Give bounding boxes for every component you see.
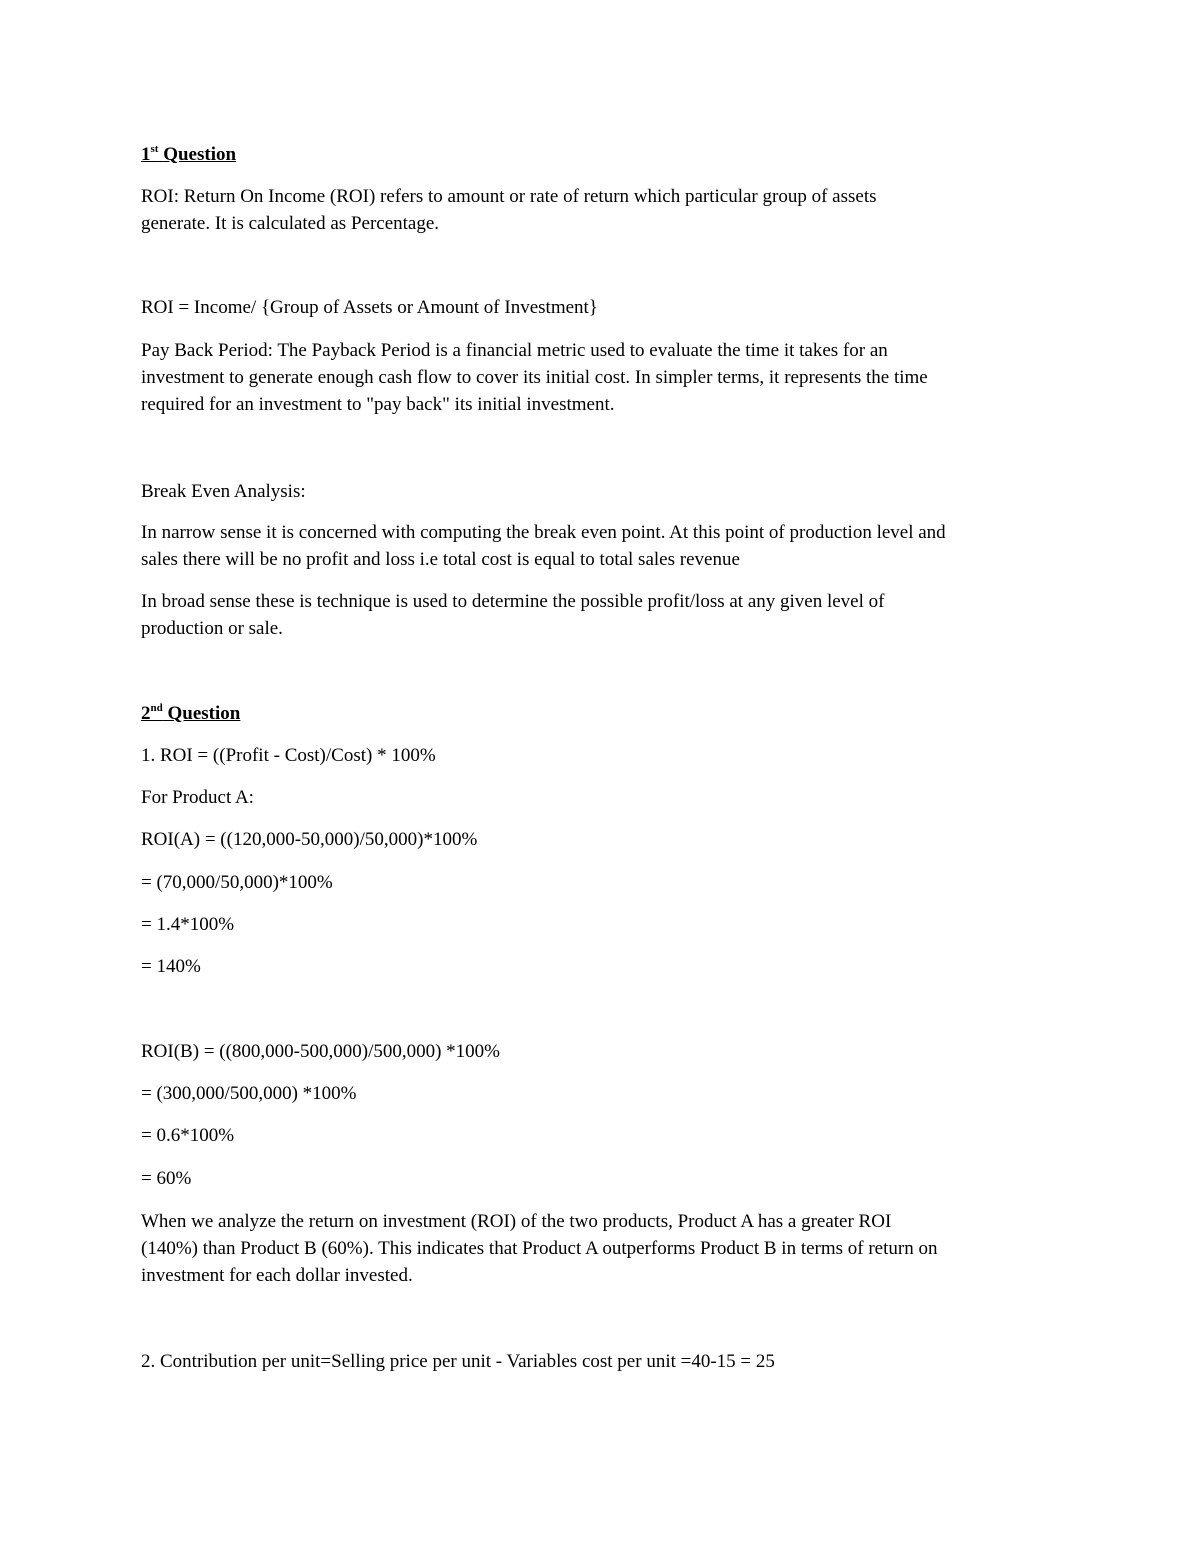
heading-number: 2 — [141, 703, 151, 724]
roi-b-step-1: ROI(B) = ((800,000-500,000)/500,000) *100% — [141, 1041, 501, 1062]
broad-sense-line-1: In broad sense these is technique is used to determine the possible profit/loss at any given level of — [141, 591, 885, 612]
analysis-line-1: When we analyze the return on investment (ROI) of the two products, Product A has a greater ROI — [141, 1211, 892, 1232]
roi-formula: ROI = Income/ {Group of Assets or Amount of Investment} — [141, 297, 598, 318]
roi-formula-2: 1. ROI = ((Profit - Cost)/Cost) * 100% — [141, 745, 436, 766]
heading-ordinal: st — [150, 143, 159, 155]
roi-b-step-3: = 0.6*100% — [141, 1125, 235, 1146]
narrow-sense-line-1: In narrow sense it is concerned with computing the break even point. At this point of production level and — [141, 522, 946, 543]
narrow-sense-line-2: sales there will be no profit and loss i.e total cost is equal to total sales revenue — [141, 549, 740, 570]
contribution-per-unit: 2. Contribution per unit=Selling price per unit - Variables cost per unit =40-15 = 25 — [141, 1351, 775, 1372]
roi-definition-line-2: generate. It is calculated as Percentage. — [141, 213, 440, 234]
heading-ordinal: nd — [150, 702, 163, 714]
roi-a-step-2: = (70,000/50,000)*100% — [141, 872, 333, 893]
broad-sense-line-2: production or sale. — [141, 618, 283, 639]
question-1-heading — [141, 141, 1081, 168]
heading-text: Question — [162, 703, 241, 724]
payback-line-3: required for an investment to "pay back" its initial investment. — [141, 394, 615, 415]
question-2-heading — [141, 700, 1081, 727]
heading-text: Question — [163, 144, 237, 165]
analysis-line-2: (140%) than Product B (60%). This indicates that Product A outperforms Product B in terms of return on — [141, 1238, 938, 1259]
roi-b-step-4: = 60% — [141, 1168, 192, 1189]
heading-number: 1 — [141, 144, 151, 165]
roi-a-step-3: = 1.4*100% — [141, 914, 235, 935]
payback-line-2: investment to generate enough cash flow to cover its initial cost. In simpler terms, it represents the time — [141, 367, 928, 388]
roi-b-step-2: = (300,000/500,000) *100% — [141, 1083, 357, 1104]
analysis-line-3: investment for each dollar invested. — [141, 1265, 413, 1286]
roi-a-step-4: = 140% — [141, 956, 201, 977]
product-a-label: For Product A: — [141, 787, 254, 808]
break-even-title: Break Even Analysis: — [141, 481, 306, 502]
roi-a-step-1: ROI(A) = ((120,000-50,000)/50,000)*100% — [141, 829, 478, 850]
payback-line-1: Pay Back Period: The Payback Period is a financial metric used to evaluate the time it takes for an — [141, 340, 888, 361]
roi-definition-line-1: ROI: Return On Income (ROI) refers to amount or rate of return which particular group of assets — [141, 186, 877, 207]
